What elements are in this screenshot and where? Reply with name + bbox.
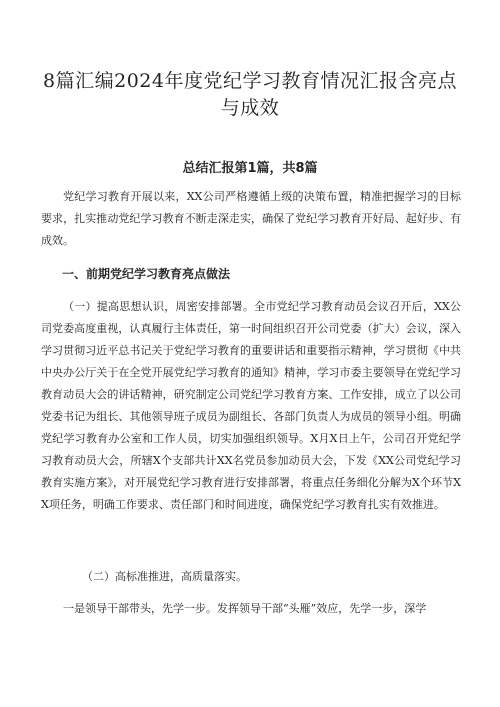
intro-paragraph: 党纪学习教育开展以来，XX公司严格遵循上级的决策布置，精准把握学习的目标要求，扎实推动党纪学习教育不断走深走实，确保了党纪学习教育开好局、起好步、有成效。 — [41, 190, 461, 247]
document-subtitle: 总结汇报第1篇，共8篇 — [182, 161, 318, 176]
body-paragraph: （一）提高思想认识，周密安排部署。全市党纪学习教育动员会议召开后，XX公司党委高度重视，认真履行主体责任，第一时间组织召开公司党委（扩大）会议，深入学习贯彻习近平总书记关于党纪学习教育的重要讲话和重要指示精神，学习贯彻《中共中央办公厅关于在全党开展党纪学习教育的通知》精神，学习市委主要领导在党纪学习教育动员大会的讲话精神，研究制定公司党纪学习教育方案、工作安排，成立了以公司党委书记为组长、其他领导班子成员为副组长、各部门负责人为成员的领导小组。明确党纪学习教育办公室和工作人员，切实加强组织领导。X月X日上午，公司召开党纪学习教育动员大会，所辖X个支部共计XX名党员参加动员大会，下发《XX公司党纪学习教育实施方案》，对开展党纪学习教育进行安排部署，将重点任务细化分解为X个环节XX项任务，明确工作要求、责任部门和时间进度，确保党纪学习教育扎实有效推进。 — [41, 300, 461, 511]
document-title: 8篇汇编2024年度党纪学习教育情况汇报含亮点与成效 — [43, 70, 457, 119]
subsection-heading: （二）高标准推进，高质量落实。 — [82, 570, 247, 583]
body-paragraph-continued: 一是领导干部带头，先学一步。发挥领导干部“头雁”效应，先学一步，深学 — [63, 602, 427, 615]
section-heading: 一、前期党纪学习教育亮点做法 — [62, 267, 231, 281]
